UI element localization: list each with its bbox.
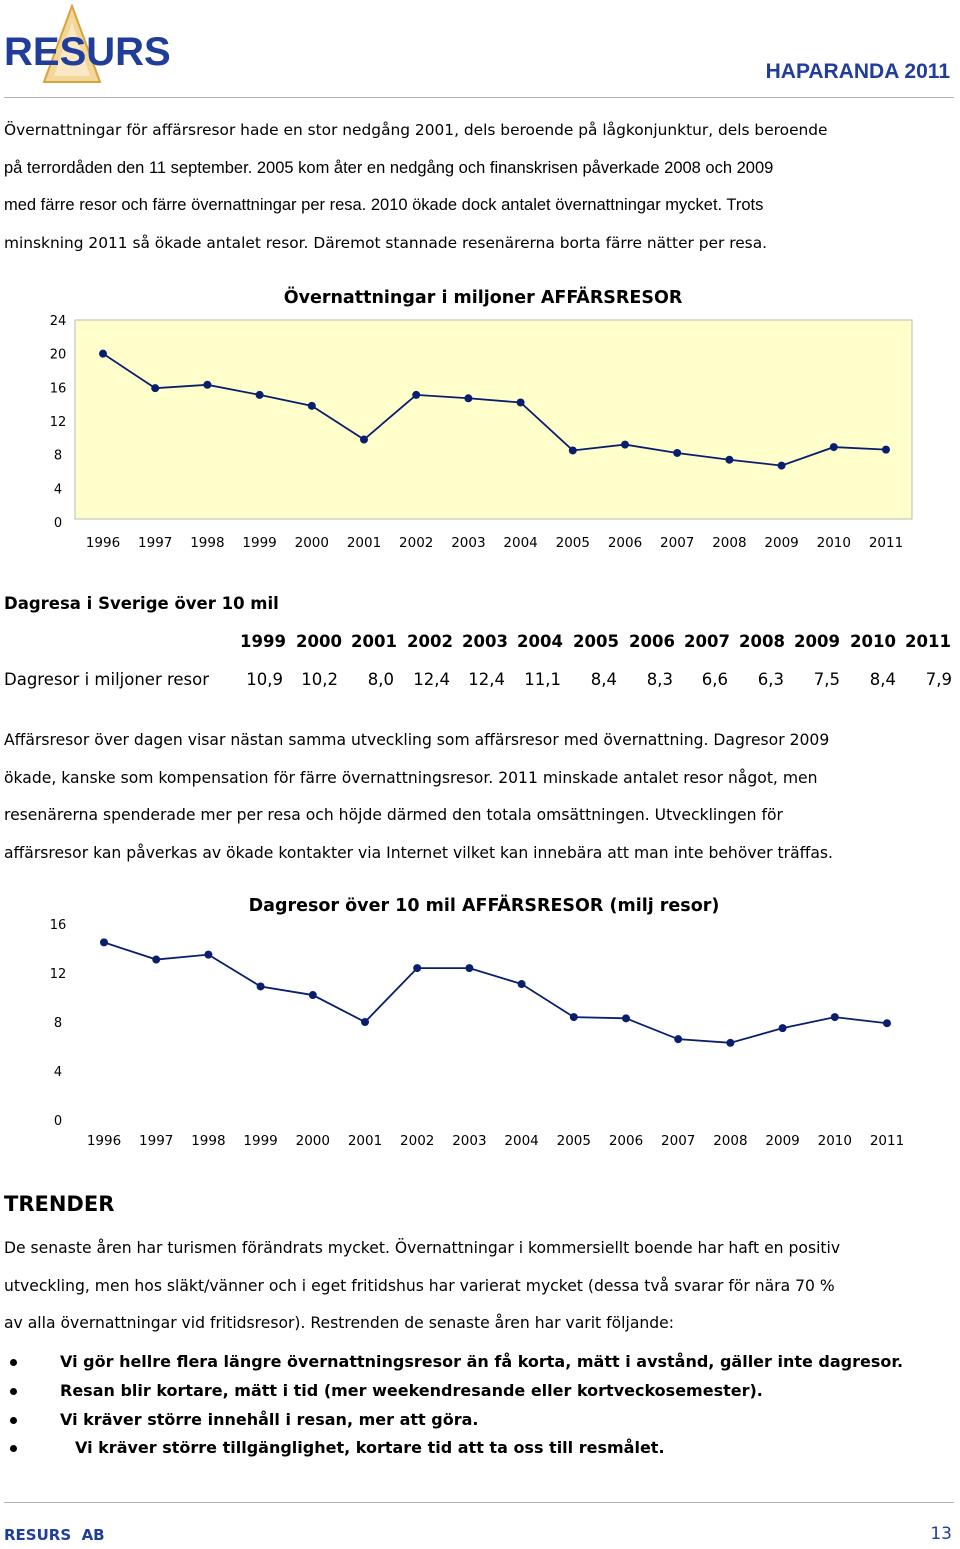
table-cell: 10,9 bbox=[246, 670, 283, 689]
bullet-icon bbox=[10, 1445, 17, 1452]
paragraph-line: affärsresor kan påverkas av ökade kontakter via Internet vilket kan innebära att man inte behöver träffas. bbox=[4, 843, 834, 862]
data-point bbox=[882, 446, 890, 454]
table-year-header: 2011 bbox=[905, 632, 951, 651]
footer-divider bbox=[4, 1502, 954, 1503]
data-point bbox=[465, 964, 473, 972]
data-point bbox=[569, 446, 577, 454]
y-tick-label: 0 bbox=[53, 516, 63, 531]
x-tick-label: 2004 bbox=[503, 535, 538, 551]
y-tick-label: 12 bbox=[49, 415, 67, 430]
data-point bbox=[570, 1013, 578, 1021]
table-heading: Dagresa i Sverige över 10 mil bbox=[4, 594, 279, 613]
data-point bbox=[726, 1039, 734, 1047]
header-title: HAPARANDA 2011 bbox=[765, 60, 950, 83]
table-year-header: 1999 bbox=[240, 632, 286, 651]
table-year-header: 2005 bbox=[573, 632, 619, 651]
y-tick-label: 12 bbox=[49, 967, 67, 982]
y-tick-label: 4 bbox=[53, 1065, 63, 1080]
x-tick-label: 2008 bbox=[713, 1133, 748, 1149]
x-tick-label: 1998 bbox=[191, 1133, 226, 1149]
trend-bullet-list bbox=[0, 1348, 960, 1463]
paragraph-line: av alla övernattningar vid fritidsresor). Restrenden de senaste åren har varit följande: bbox=[4, 1314, 674, 1332]
bullet-icon bbox=[10, 1388, 17, 1395]
table-year-header: 2002 bbox=[407, 632, 453, 651]
table-cell: 7,5 bbox=[813, 670, 840, 689]
page-number: 13 bbox=[930, 1524, 952, 1544]
data-point bbox=[412, 391, 420, 399]
data-point bbox=[778, 462, 786, 470]
x-tick-label: 2011 bbox=[869, 1133, 905, 1149]
dayresa-chart bbox=[0, 888, 960, 1163]
table-year-header: 2003 bbox=[462, 632, 508, 651]
x-tick-label: 1998 bbox=[190, 535, 225, 551]
list-item bbox=[0, 1406, 960, 1435]
table-year-header: 2010 bbox=[850, 632, 896, 651]
x-tick-label: 2003 bbox=[451, 535, 486, 551]
data-point bbox=[673, 449, 681, 457]
data-point bbox=[830, 443, 838, 451]
table-year-header: 2006 bbox=[629, 632, 675, 651]
data-point bbox=[100, 938, 108, 946]
paragraph-line: Affärsresor över dagen visar nästan samma utveckling som affärsresor med övernattning. Dagresor 2009 bbox=[4, 731, 830, 749]
data-point bbox=[99, 350, 107, 358]
plot-area bbox=[75, 924, 912, 1119]
data-point bbox=[518, 980, 526, 988]
bullet-text: Vi kräver större innehåll i resan, mer att göra. bbox=[60, 1409, 479, 1429]
table-row-label: Dagresor i miljoner resor bbox=[4, 670, 210, 689]
data-point bbox=[725, 456, 733, 464]
x-tick-label: 2010 bbox=[817, 1133, 852, 1149]
paragraph-line: minskning 2011 så ökade antalet resor. Däremot stannade resenärerna borta färre nätter per resa. bbox=[4, 233, 768, 252]
x-tick-label: 2001 bbox=[346, 535, 382, 551]
table-cell: 8,0 bbox=[367, 670, 394, 689]
data-point bbox=[203, 381, 211, 389]
dayresa-paragraph bbox=[4, 722, 954, 872]
data-point bbox=[413, 964, 421, 972]
bullet-icon bbox=[10, 1359, 17, 1366]
x-tick-label: 1999 bbox=[243, 1133, 278, 1149]
y-tick-label: 20 bbox=[49, 347, 67, 363]
table-cell: 12,4 bbox=[413, 670, 450, 689]
x-tick-label: 2004 bbox=[504, 1133, 539, 1149]
x-tick-label: 1997 bbox=[138, 535, 173, 551]
table-year-header: 2007 bbox=[684, 632, 730, 651]
table-year-header: 2009 bbox=[794, 632, 840, 651]
paragraph-line: De senaste åren har turismen förändrats mycket. Övernattningar i kommersiellt boende har haft en positiv bbox=[4, 1239, 841, 1257]
paragraph-line: med färre resor och färre övernattningar per resa. 2010 ökade dock antalet övernattningar mycket. Trots bbox=[4, 196, 764, 214]
x-tick-label: 2005 bbox=[556, 1133, 591, 1149]
x-tick-label: 2003 bbox=[452, 1133, 487, 1149]
table-year-header: 2008 bbox=[739, 632, 785, 651]
chart-title: Dagresor över 10 mil AFFÄRSRESOR (milj resor) bbox=[248, 896, 720, 916]
paragraph-line: på terrordåden den 11 september. 2005 kom åter en nedgång och finanskrisen påverkade 2008 och 2009 bbox=[4, 158, 774, 177]
data-point bbox=[308, 402, 316, 410]
x-tick-label: 2011 bbox=[868, 535, 904, 551]
y-tick-label: 8 bbox=[53, 448, 63, 464]
x-tick-label: 2007 bbox=[661, 1133, 696, 1149]
logo-text: RESURS bbox=[4, 30, 171, 74]
data-point bbox=[360, 436, 368, 444]
x-tick-label: 2005 bbox=[555, 535, 590, 551]
data-point bbox=[309, 991, 317, 999]
list-item bbox=[0, 1377, 960, 1406]
x-tick-label: 2001 bbox=[347, 1133, 383, 1149]
footer-company: RESURS AB bbox=[4, 1526, 105, 1544]
data-point bbox=[152, 956, 160, 964]
y-tick-label: 8 bbox=[53, 1016, 63, 1031]
data-point bbox=[151, 384, 159, 392]
data-point bbox=[674, 1035, 682, 1043]
table-cell: 7,9 bbox=[925, 670, 952, 689]
data-point bbox=[831, 1013, 839, 1021]
table-year-header: 2000 bbox=[296, 632, 342, 651]
overnight-chart bbox=[0, 278, 960, 568]
table-cell: 8,3 bbox=[646, 670, 673, 689]
bullet-text: Vi gör hellre flera längre övernattningsresor än få korta, mätt i avstånd, gäller inte dagresor. bbox=[60, 1352, 904, 1371]
chart-title: Övernattningar i miljoner AFFÄRSRESOR bbox=[283, 288, 683, 308]
x-tick-label: 2009 bbox=[764, 535, 799, 551]
x-tick-label: 2009 bbox=[765, 1133, 800, 1149]
data-point bbox=[257, 982, 265, 990]
list-item bbox=[0, 1434, 960, 1463]
y-tick-label: 24 bbox=[49, 314, 67, 329]
header-divider bbox=[4, 97, 954, 98]
paragraph-line: resenärerna spenderade mer per resa och höjde därmed den totala omsättningen. Utvecklingen för bbox=[4, 806, 783, 824]
x-tick-label: 2002 bbox=[400, 1133, 435, 1149]
y-tick-label: 0 bbox=[53, 1114, 63, 1129]
table-cell: 6,6 bbox=[701, 670, 728, 689]
plot-area bbox=[75, 320, 912, 519]
table-cell: 8,4 bbox=[869, 670, 896, 689]
data-point bbox=[464, 394, 472, 402]
table-cell: 6,3 bbox=[757, 670, 784, 689]
table-cell: 12,4 bbox=[468, 670, 505, 689]
trender-heading: TRENDER bbox=[4, 1192, 115, 1216]
x-tick-label: 2000 bbox=[294, 535, 329, 551]
y-tick-label: 4 bbox=[53, 482, 63, 498]
table-cell: 8,4 bbox=[590, 670, 617, 689]
bullet-icon bbox=[10, 1417, 17, 1424]
x-tick-label: 1996 bbox=[86, 1133, 122, 1149]
data-point bbox=[204, 951, 212, 959]
list-item bbox=[0, 1348, 960, 1377]
intro-paragraph bbox=[4, 112, 954, 262]
x-tick-label: 2010 bbox=[816, 535, 851, 551]
data-point bbox=[256, 391, 264, 399]
y-tick-label: 16 bbox=[49, 381, 67, 397]
x-tick-label: 2006 bbox=[608, 1133, 644, 1149]
x-tick-label: 1996 bbox=[85, 535, 121, 551]
x-tick-label: 1999 bbox=[242, 535, 277, 551]
x-tick-label: 2006 bbox=[607, 535, 643, 551]
data-point bbox=[779, 1024, 787, 1032]
trender-paragraph bbox=[4, 1230, 954, 1343]
x-tick-label: 2002 bbox=[399, 535, 434, 551]
table-cell: 11,1 bbox=[524, 670, 561, 689]
x-tick-label: 2007 bbox=[660, 535, 695, 551]
table-year-header: 2004 bbox=[517, 632, 563, 651]
table-year-header: 2001 bbox=[351, 632, 397, 651]
y-tick-label: 16 bbox=[49, 918, 67, 933]
data-point bbox=[883, 1019, 891, 1027]
x-tick-label: 2000 bbox=[295, 1133, 330, 1149]
data-point bbox=[622, 1014, 630, 1022]
bullet-text: Vi kräver större tillgänglighet, kortare tid att ta oss till resmålet. bbox=[75, 1438, 665, 1458]
data-point bbox=[621, 441, 629, 449]
bullet-text: Resan blir kortare, mätt i tid (mer weekendresande eller kortveckosemester). bbox=[60, 1380, 763, 1400]
x-tick-label: 2008 bbox=[712, 535, 747, 551]
x-tick-label: 1997 bbox=[139, 1133, 174, 1149]
table-cell: 10,2 bbox=[301, 670, 338, 689]
paragraph-line: utveckling, men hos släkt/vänner och i eget fritidshus har varierat mycket (dessa två svarar för nära 70 % bbox=[4, 1276, 835, 1295]
data-point bbox=[361, 1018, 369, 1026]
data-point bbox=[517, 398, 525, 406]
paragraph-line: ökade, kanske som kompensation för färre övernattningsresor. 2011 minskade antalet resor något, men bbox=[4, 768, 818, 787]
paragraph-line: Övernattningar för affärsresor hade en stor nedgång 2001, dels beroende på lågkonjunktur, dels beroende bbox=[4, 121, 828, 139]
